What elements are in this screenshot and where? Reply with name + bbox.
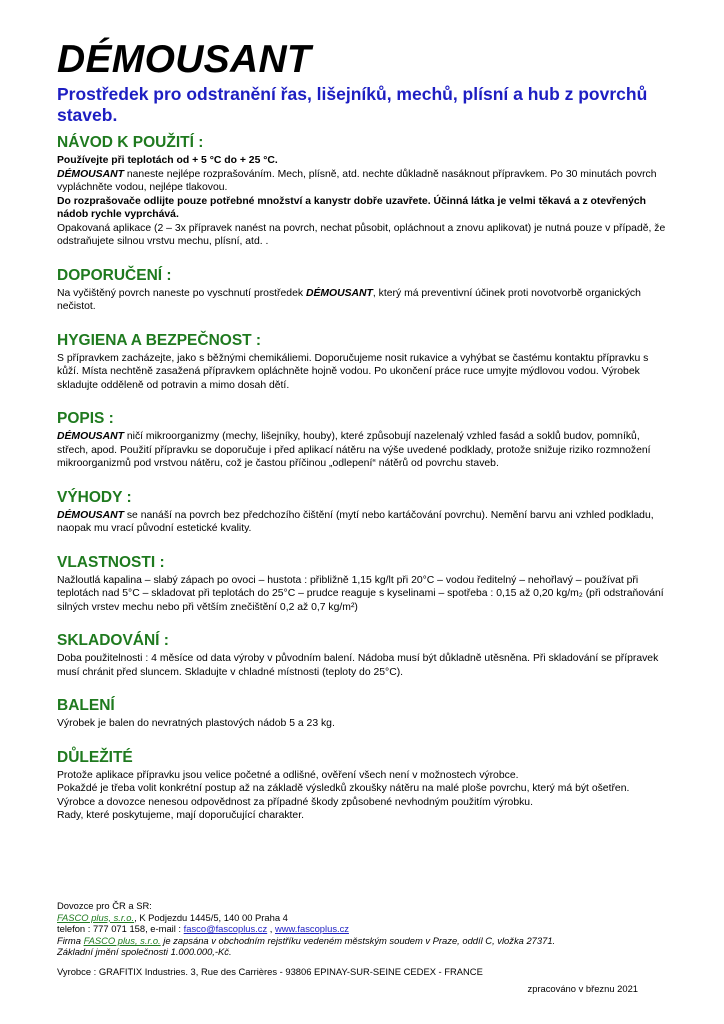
phone-text: telefon : 777 071 158, e-mail : (57, 923, 184, 935)
popis-text (57, 430, 669, 471)
doporuceni-text (57, 287, 669, 314)
heading-vyhody: VÝHODY : (57, 488, 132, 506)
navod-warning: Do rozprašovače odlijte pouze potřebné množství a kanystr dobře uzavřete. Účinná látka je velmi těkavá a z otevřených nádob rychle vyprchává. (57, 195, 646, 220)
importer-footer (57, 900, 657, 958)
section-baleni (57, 696, 669, 731)
email-link[interactable]: fasco@fascoplus.cz (183, 923, 268, 935)
section-vyhody (57, 488, 669, 536)
product-name: DÉMOUSANT (57, 431, 124, 442)
section-doporuceni (57, 266, 669, 314)
processed-date: zpracováno v březnu 2021 (527, 983, 638, 994)
heading-navod: NÁVOD K POUŽITÍ : (57, 134, 204, 151)
registry-line (57, 935, 657, 947)
firm-suffix: je zapsána v obchodním rejstříku vedeném městským soudem v Praze, oddíl C, vložka 27371. (160, 934, 556, 946)
doporuceni-text-2: , který má preventivní účinek proti novotvorbě organických nečistot. (57, 287, 641, 312)
section-navod (57, 133, 669, 249)
vlastnosti-text: Nažloutlá kapalina – slabý zápach po ovoci – hustota : přibližně 1,15 kg/lt při 20°C – vodou ředitelný – nehořlavý – používat při teplotách nad 5°C – skladovat při teplotách do 25°C – prudce reaguje s kyselinami – spotřeba : 0,15 až 0,20 kg/m₂ (při odstraňování silných vrstev mechu nebo při větším znečištění 0,2 až 0,7 kg/m²) (57, 574, 664, 613)
section-popis (57, 409, 669, 471)
vyhody-text-body: se nanáší na povrch bez předchozího čištění (mytí nebo kartáčování povrchu). Nemění barvu ani vzhled podkladu, naopak mu vrací původní estetické kvality. (57, 509, 654, 534)
product-name: DÉMOUSANT (57, 168, 124, 180)
contact-line (57, 923, 657, 935)
heading-vlastnosti: VLASTNOSTI : (57, 553, 165, 571)
product-title: DÉMOUSANT (57, 38, 312, 81)
address-text: , K Podjezdu 1445/5, 140 00 Praha 4 (134, 911, 288, 923)
heading-doporuceni: DOPORUČENÍ : (57, 266, 172, 284)
company-link[interactable]: FASCO plus, s.r.o. (57, 911, 135, 923)
heading-hygiena: HYGIENA A BEZPEČNOST : (57, 331, 262, 349)
dulezite-line-4: Rady, které poskytujeme, mají doporučující charakter. (57, 810, 304, 821)
producer-line: Vyrobce : GRAFITIX Industries. 3, Rue des Carrières - 93806 EPINAY-SUR-SEINE CEDEX - FRANCE (57, 966, 483, 977)
navod-temperature: Používejte při teplotách od + 5 °C do + 25 °C. (57, 155, 278, 166)
doporuceni-text-1: Na vyčištěný povrch naneste po vyschnutí prostředek (57, 287, 306, 299)
skladovani-text: Doba použitelnosti : 4 měsíce od data výroby v původním balení. Nádoba musí být důkladně utěsněna. Při skladování se přípravek musí chránit před sluncem. Skladujte v chladné místnosti (teploty do 25°C). (57, 653, 659, 678)
heading-popis: POPIS : (57, 410, 114, 427)
dulezite-line-1: Protože aplikace přípravku jsou velice početné a odlišné, ověření všech není v možnostech výrobce. (57, 769, 519, 781)
vyhody-text (57, 509, 669, 536)
dulezite-line-3: Výrobce a dovozce nenesou odpovědnost za případné škody způsobené nevhodným použitím výrobku. (57, 796, 533, 808)
popis-text-body: ničí mikroorganizmy (mechy, lišejníky, houby), které způsobují nazelenalý vzhled fasád a soklů budov, pomníků, střech, apod. Použití přípravku se doporučuje i před aplikací nátěru na výše uvedené podklady, protože snižuje riziko rozmnožení mikroorganizmů pod vrstvou nátěru, což je častou příčinou „odlepení“ nátěrů od povrchu staveb. (57, 431, 651, 469)
firm-prefix: Firma (57, 934, 84, 946)
importer-address (57, 912, 657, 924)
capital-line: Základní jmění společnosti 1.000.000,-Kč. (57, 946, 232, 958)
section-hygiena (57, 331, 669, 393)
section-vlastnosti (57, 553, 669, 615)
heading-baleni: BALENÍ (57, 697, 115, 714)
navod-application (57, 168, 669, 195)
separator: , (267, 923, 275, 935)
heading-dulezite: DŮLEŽITÉ (57, 748, 133, 766)
dulezite-line-2: Pokaždé je třeba volit konkrétní postup až na základě výsledků zkoušky nátěru na malé ploše povrchu, který má být ošetřen. (57, 783, 630, 794)
importer-label: Dovozce pro ČR a SR: (57, 900, 152, 911)
content (57, 133, 669, 840)
navod-application-text: naneste nejlépe rozprašováním. Mech, plísně, atd. nechte důkladně nasáknout přípravkem. Po 30 minutách povrch vypláchněte vodou, nejlépe tlakovou. (57, 168, 657, 193)
product-name: DÉMOUSANT (57, 509, 124, 521)
web-link[interactable]: www.fascoplus.cz (275, 923, 349, 935)
navod-repeat: Opakovaná aplikace (2 – 3x přípravek nanést na povrch, nechat působit, opláchnout a znovu aplikovat) je nutná pouze v případě, že odstraňujete silnou vrstvu mechu, plísní, atd. . (57, 222, 666, 247)
baleni-text: Výrobek je balen do nevratných plastových nádob 5 a 23 kg. (57, 718, 335, 729)
product-subtitle: Prostředek pro odstranění řas, lišejníků, mechů, plísní a hub z povrchů staveb. (57, 84, 648, 125)
section-skladovani (57, 631, 669, 679)
heading-skladovani: SKLADOVÁNÍ : (57, 632, 169, 649)
section-dulezite (57, 748, 669, 823)
hygiena-text: S přípravkem zacházejte, jako s běžnými chemikáliemi. Doporučujeme nosit rukavice a vyhýbat se častému kontaktu přípravku s kůží. Místa nechtěně zasažená přípravkem opláchněte hojně vodou. Po ukončení práce ruce umyjte mýdlovou vodou. Výrobek skladujte odděleně od potravin a mimo dosah dětí. (57, 352, 649, 391)
firm-company-link[interactable]: FASCO plus, s.r.o. (83, 934, 161, 946)
product-name: DÉMOUSANT (305, 287, 373, 299)
